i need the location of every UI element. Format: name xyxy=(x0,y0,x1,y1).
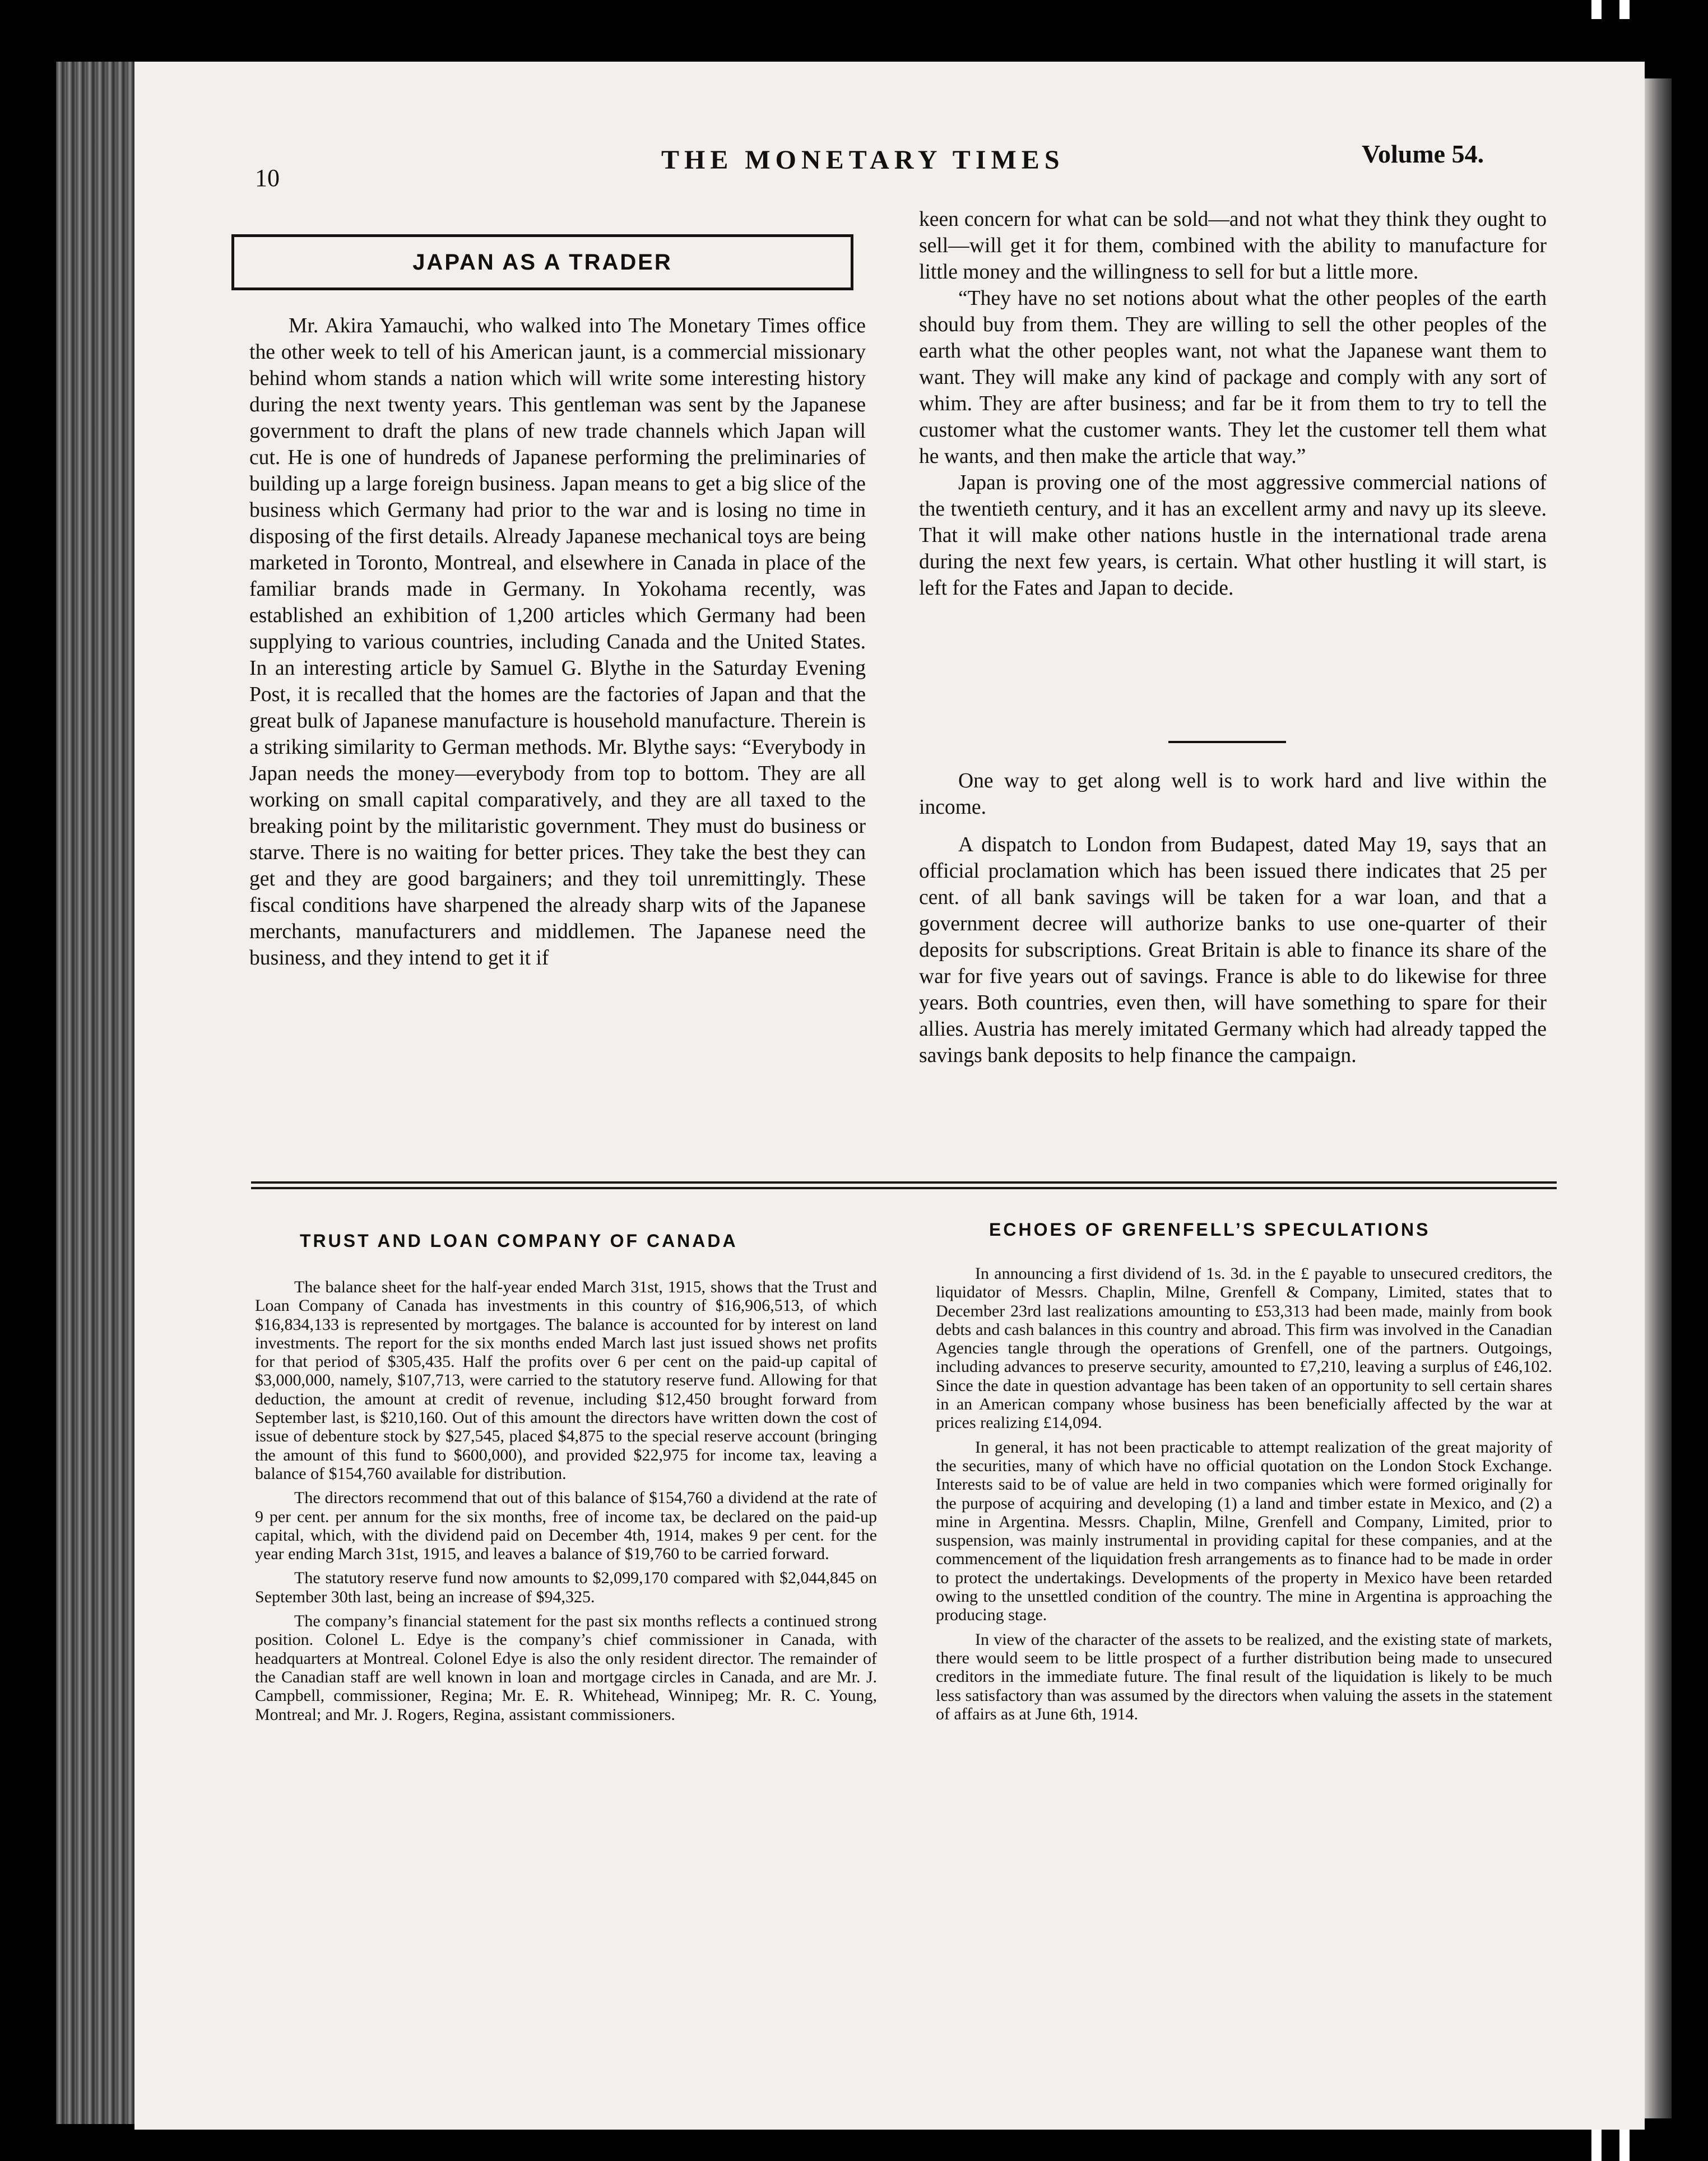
page-number: 10 xyxy=(255,164,280,192)
scan-mark-bottom xyxy=(1619,2130,1630,2161)
short-divider xyxy=(1168,741,1286,743)
article-paragraph: In announcing a first dividend of 1s. 3d. in the £ payable to unsecured creditors, the liquidator of Messrs. Chaplin, Milne, Grenfell & Company, Limited, states that to December 23rd last realizations amounting to £53,313 had been made, mainly from book debts and cash balances in this country and abroad. This firm was involved in the Canadian Agencies tangle through the operations of Grenfell, one of the partners. Outgoings, including advances to preserve security, amounted to £7,210, leaving a surplus of £46,102. Since the date in question advantage has been taken of an opportunity to sell certain shares in an American company whose business has been beneficially affected by the war at prices realizing £14,094. xyxy=(936,1264,1552,1432)
article-grenfell-body xyxy=(936,1264,1552,1729)
article-japan-right-column xyxy=(919,206,1547,601)
article-title-trust: TRUST AND LOAN COMPANY OF CANADA xyxy=(300,1231,738,1251)
article-paragraph: In view of the character of the assets to be realized, and the existing state of markets, there would seem to be little prospect of a further distribution being made to unsecured creditors in the immediate future. The final result of the liquidation is likely to be much less satisfactory than was assumed by the directors when valuing the assets in the statement of affairs as at June 6th, 1914. xyxy=(936,1630,1552,1723)
article-paragraph: “They have no set notions about what the other peoples of the earth should buy from them. They are willing to sell the other peoples of the earth what the other peoples want, not what the Japanese want them to want. They will make any kind of package and comply with any sort of whim. They are after business; and far be it from them to try to tell the customer what the customer wants. They let the customer tell them what he wants, and then make the article that way.” xyxy=(919,287,1547,468)
scan-mark-top xyxy=(1591,0,1602,19)
article-paragraph: The directors recommend that out of this balance of $154,760 a dividend at the rate of 9 per cent. per annum for the six months, free of income tax, be declared on the paid-up capital, which, with the dividend paid on December 4th, 1914, makes 9 per cent. for the year ending March 31st, 1915, and leaves a balance of $19,760 to be carried forward. xyxy=(255,1488,877,1564)
page-gutter-shadow xyxy=(1645,78,1672,2118)
article-paragraph: keen concern for what can be sold—and not what they think they ought to sell—will get it for them, combined with the ability to manufacture for little money and the willingness to sell for but a little more. xyxy=(919,208,1547,284)
article-trust-body xyxy=(255,1278,877,1729)
article-title-japan: JAPAN AS A TRADER xyxy=(231,234,853,290)
news-items-column xyxy=(919,757,1547,1069)
scan-mark-top xyxy=(1619,0,1630,19)
news-item: One way to get along well is to work hard and live within the income. xyxy=(919,769,1547,819)
running-title: THE MONETARY TIMES xyxy=(661,145,1065,175)
section-divider xyxy=(251,1181,1557,1189)
article-paragraph: Mr. Akira Yamauchi, who walked into The Monetary Times office the other week to tell of his American jaunt, is a commercial missionary behind whom stands a nation which will write some interesting history during the next twenty years. This gentleman was sent by the Japanese government to draft the plans of new trade channels which Japan will cut. He is one of hundreds of Japanese performing the preliminaries of building up a large foreign business. Japan means to get a big slice of the business which Germany had prior to the war and is losing no time in disposing of the first details. Already Japanese mechanical toys are being marketed in Toronto, Montreal, and elsewhere in Canada in place of the familiar brands made in Germany. In Yokohama recently, was established an exhibition of 1,200 articles which Germany had been supplying to various countries, including Canada and the United States. In an interesting article by Samuel G. Blythe in the Saturday Evening Post, it is recalled that the homes are the factories of Japan and that the great bulk of Japanese manufacture is household manufacture. Therein is a striking similarity to German methods. Mr. Blythe says: “Everybody in Japan needs the money—everybody from top to bottom. They are all working on small capital comparatively, and they are all taxed to the breaking point by the militaristic government. They must do business or starve. There is no waiting for better prices. They take the best they can get and they are good bargainers; and they toil unremittingly. These fiscal conditions have sharpened the already sharp wits of the Japanese merchants, manufacturers and middlemen. The Japanese need the business, and they intend to get it if xyxy=(249,314,866,970)
volume-label: Volume 54. xyxy=(1362,140,1484,168)
news-item: A dispatch to London from Budapest, dated May 19, says that an official proclamation which has been issued there indicates that 25 per cent. of all bank savings will be taken for a war loan, and that a government decree will authorize banks to use one-quarter of their deposits for subscriptions. Great Britain is able to finance its share of the war for five years out of savings. France is able to do likewise for three years. Both countries, even then, will have something to spare for their allies. Austria has merely imitated Germany which had already tapped the savings bank deposits to help finance the campaign. xyxy=(919,833,1547,1067)
article-paragraph: The balance sheet for the half-year ended March 31st, 1915, shows that the Trust and Loan Company of Canada has investments in this country of $16,906,513, of which $16,834,133 is represented by mortgages. The balance is accounted for by interest on land investments. The report for the six months ended March last just issued shows net profits for that period of $305,435. Half the profits over 6 per cent on the paid-up capital of $3,000,000, namely, $107,713, were carried to the statutory reserve fund. Allowing for that deduction, the amount at credit of revenue, including $12,450 brought forward from September last, is $210,160. Out of this amount the directors have written down the cost of issue of debenture stock by $27,545, placed $4,875 to the special reserve account (bringing the amount of this fund to $600,000), and provided $22,975 for income tax, leaving a balance of $154,760 available for distribution. xyxy=(255,1278,877,1483)
article-title-grenfell: ECHOES OF GRENFELL’S SPECULATIONS xyxy=(989,1219,1431,1240)
article-paragraph: The statutory reserve fund now amounts to $2,099,170 compared with $2,044,845 on September 30th last, being an increase of $94,325. xyxy=(255,1569,877,1606)
article-paragraph: The company’s financial statement for the past six months reflects a continued strong position. Colonel L. Edye is the company’s chief commissioner in Canada, with headquarters at Montreal. Colonel Edye is also the only resident director. The remainder of the Canadian staff are well known in loan and mortgage circles in Canada, and are Mr. J. Campbell, commissioner, Regina; Mr. E. R. Whitehead, Winnipeg; Mr. R. C. Young, Montreal; and Mr. J. Rogers, Regina, assistant commissioners. xyxy=(255,1612,877,1724)
scan-mark-bottom xyxy=(1591,2130,1602,2161)
article-paragraph: In general, it has not been practicable to attempt realization of the great majority of the securities, many of which have no official quotation on the London Stock Exchange. Interests said to be of value are held in two companies which were formed originally for the purpose of acquiring and developing (1) a land and timber estate in Mexico, and (2) a mine in Argentina. Messrs. Chaplin, Milne, Grenfell and Company, Limited, prior to suspension, was mainly instrumental in providing capital for these companies, and at the commencement of the liquidation fresh arrangements as to finance had to be made in order to protect the undertakings. Developments of the property in Mexico have been retarded owing to the unsettled condition of the country. The mine in Argentina is approaching the producing stage. xyxy=(936,1437,1552,1625)
book-page-edges xyxy=(56,62,140,2124)
article-japan-left-column xyxy=(249,313,866,971)
article-paragraph: Japan is proving one of the most aggressive commercial nations of the twentieth century, and it has an excellent army and navy up its sleeve. That it will make other nations hustle in the international trade arena during the next few years, is certain. What other hustling it will start, is left for the Fates and Japan to decide. xyxy=(919,471,1547,600)
